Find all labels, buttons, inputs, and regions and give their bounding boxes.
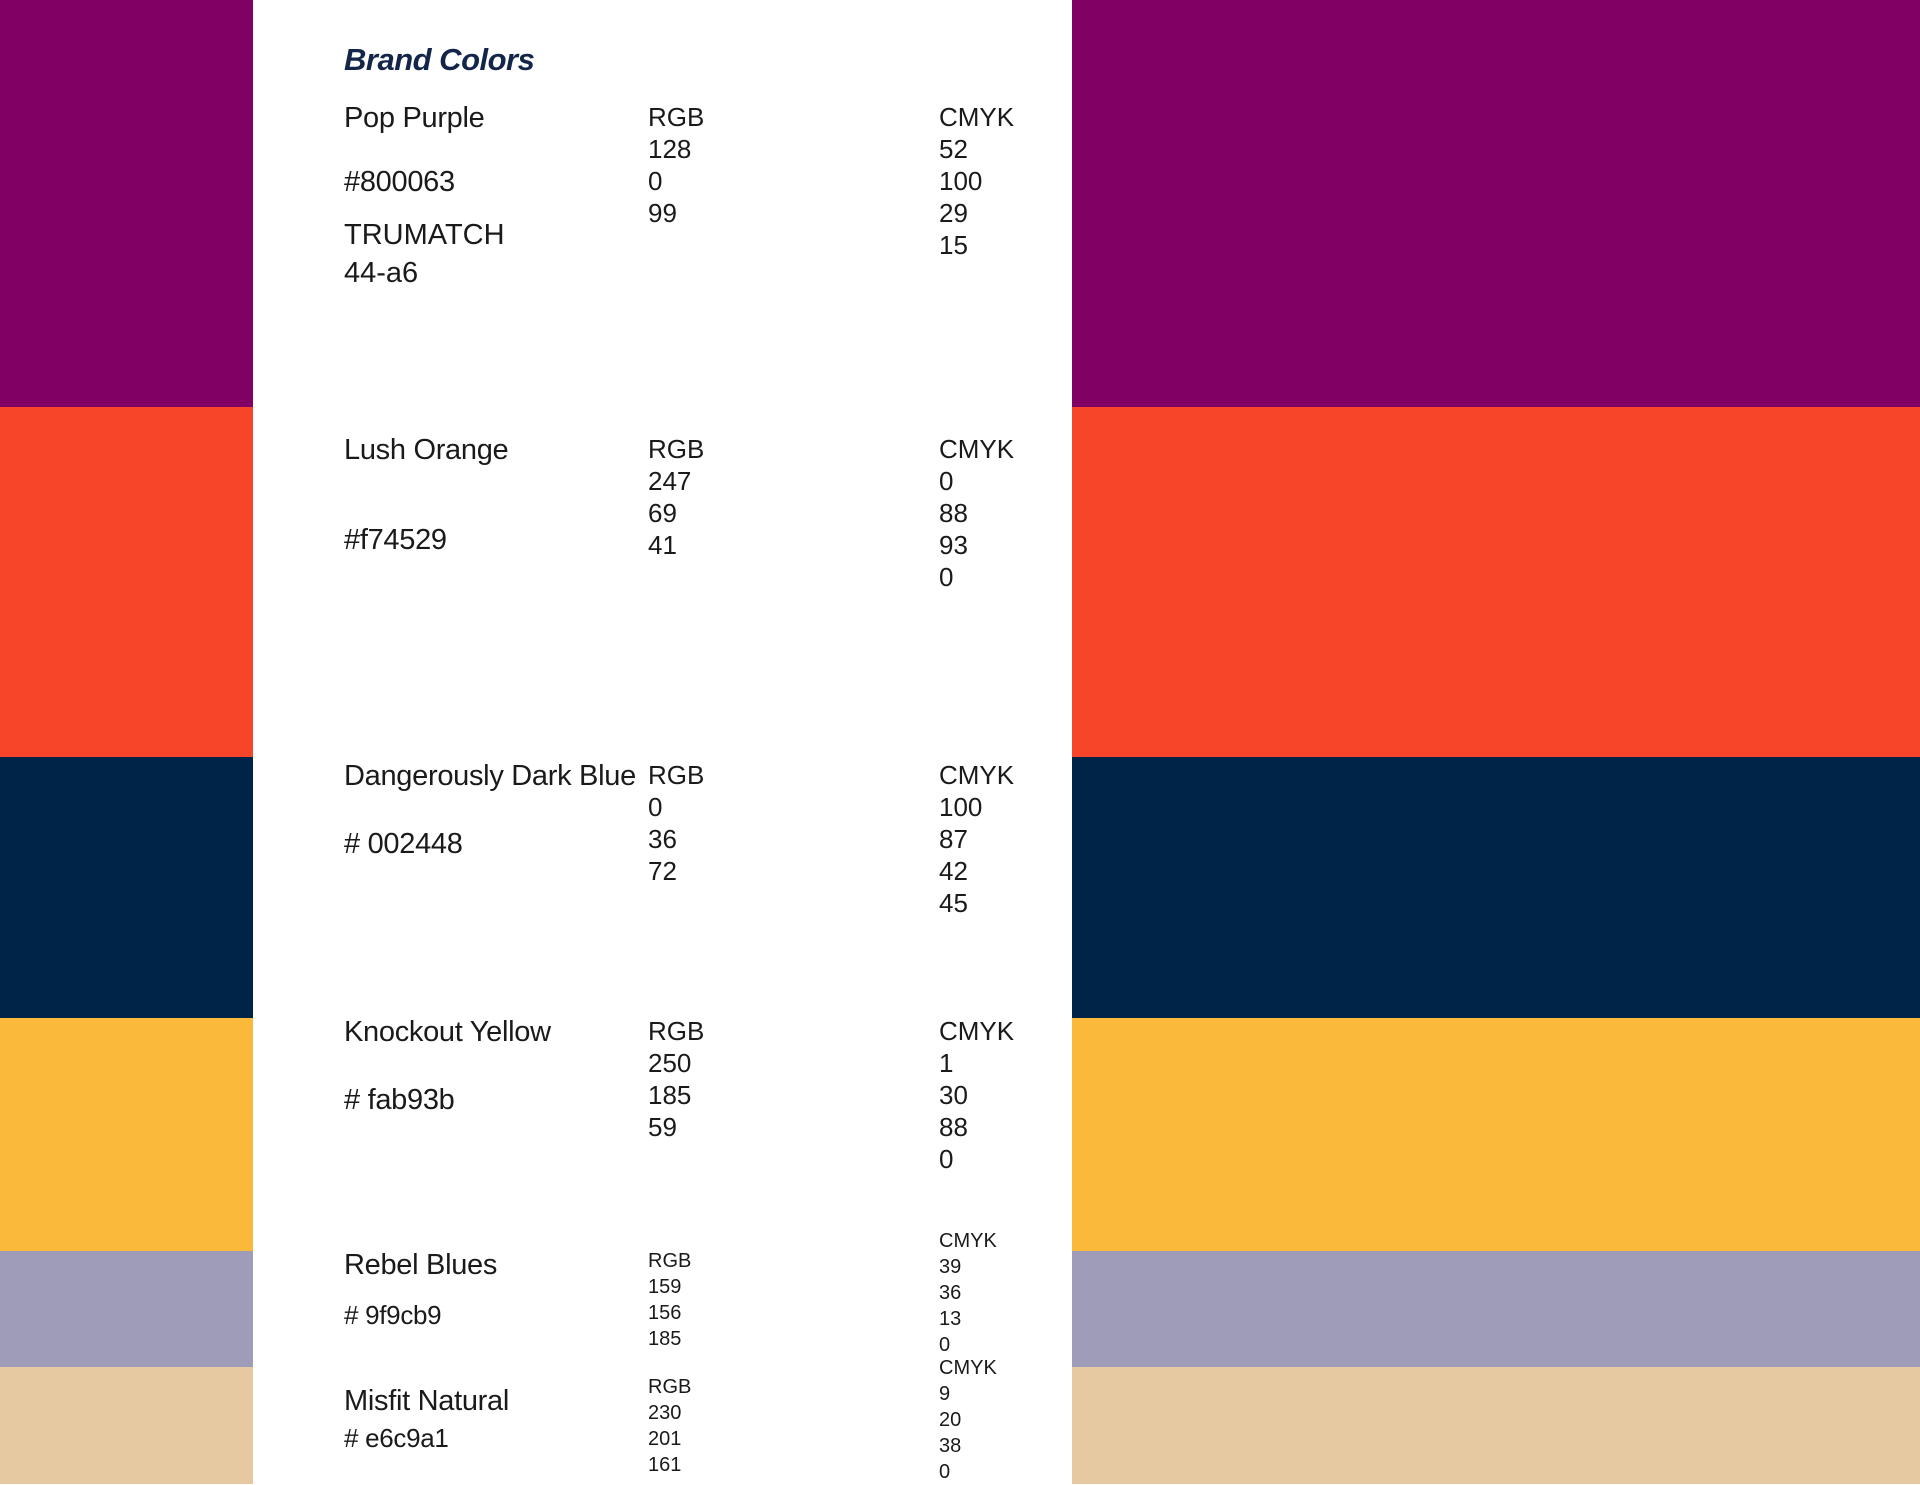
cmyk-label: CMYK	[939, 1016, 1015, 1046]
color-name: Misfit Natural	[344, 1385, 509, 1417]
cmyk-label: CMYK	[939, 102, 1015, 132]
rgb-label: RGB	[648, 760, 705, 790]
rgb-b: 72	[648, 856, 677, 886]
color-trumatch	[344, 216, 505, 292]
rgb-values	[648, 1374, 691, 1478]
cmyk-label: CMYK	[939, 1230, 997, 1252]
rgb-r: 247	[648, 466, 692, 496]
rgb-r: 159	[648, 1276, 682, 1298]
rgb-r: 250	[648, 1048, 692, 1078]
cmyk-y: 88	[939, 1112, 968, 1142]
color-hex: # 9f9cb9	[344, 1300, 442, 1330]
rgb-g: 201	[648, 1428, 682, 1450]
cmyk-k: 0	[939, 1461, 951, 1483]
color-hex: # 002448	[344, 828, 463, 860]
cmyk-label: CMYK	[939, 760, 1015, 790]
cmyk-y: 29	[939, 198, 968, 228]
rgb-label: RGB	[648, 102, 705, 132]
color-name: Rebel Blues	[344, 1249, 498, 1281]
rgb-label: RGB	[648, 434, 705, 464]
color-name: Lush Orange	[344, 434, 509, 466]
cmyk-k: 0	[939, 1334, 951, 1356]
cmyk-values	[939, 1228, 997, 1358]
rgb-label: RGB	[648, 1016, 705, 1046]
color-hex: # fab93b	[344, 1084, 455, 1116]
cmyk-m: 100	[939, 166, 983, 196]
rgb-g: 185	[648, 1080, 692, 1110]
cmyk-c: 1	[939, 1048, 954, 1078]
rgb-label: RGB	[648, 1376, 692, 1398]
color-name: Pop Purple	[344, 102, 485, 134]
cmyk-c: 100	[939, 792, 983, 822]
rgb-b: 59	[648, 1112, 677, 1142]
rgb-values	[648, 101, 704, 229]
rgb-b: 185	[648, 1328, 682, 1350]
color-hex: # e6c9a1	[344, 1423, 449, 1453]
color-hex: #f74529	[344, 524, 447, 556]
rgb-values	[648, 433, 704, 561]
cmyk-values	[939, 759, 1014, 919]
cmyk-m: 30	[939, 1080, 968, 1110]
cmyk-values	[939, 1015, 1014, 1175]
rgb-r: 230	[648, 1402, 682, 1424]
cmyk-m: 36	[939, 1282, 962, 1304]
color-name: Knockout Yellow	[344, 1016, 551, 1048]
rgb-g: 156	[648, 1302, 682, 1324]
trumatch-code: 44-a6	[344, 257, 419, 289]
cmyk-label: CMYK	[939, 434, 1015, 464]
cmyk-y: 93	[939, 530, 968, 560]
cmyk-k: 0	[939, 562, 954, 592]
page-title: Brand Colors	[344, 42, 535, 77]
cmyk-k: 15	[939, 230, 968, 260]
trumatch-label: TRUMATCH	[344, 219, 505, 251]
cmyk-y: 38	[939, 1435, 962, 1457]
rgb-r: 128	[648, 134, 692, 164]
cmyk-values	[939, 101, 1014, 261]
cmyk-m: 20	[939, 1409, 962, 1431]
rgb-b: 99	[648, 198, 677, 228]
cmyk-c: 0	[939, 466, 954, 496]
cmyk-m: 87	[939, 824, 968, 854]
cmyk-label: CMYK	[939, 1357, 997, 1379]
rgb-values	[648, 1248, 691, 1352]
rgb-g: 69	[648, 498, 677, 528]
cmyk-values	[939, 433, 1014, 593]
cmyk-c: 39	[939, 1256, 962, 1278]
rgb-g: 0	[648, 166, 663, 196]
cmyk-c: 52	[939, 134, 968, 164]
cmyk-values	[939, 1355, 997, 1485]
cmyk-y: 42	[939, 856, 968, 886]
color-name: Dangerously Dark Blue	[344, 760, 636, 792]
rgb-values	[648, 759, 704, 887]
cmyk-k: 0	[939, 1144, 954, 1174]
rgb-g: 36	[648, 824, 677, 854]
color-hex: #800063	[344, 166, 455, 198]
rgb-label: RGB	[648, 1250, 692, 1272]
rgb-b: 161	[648, 1454, 682, 1476]
cmyk-y: 13	[939, 1308, 962, 1330]
cmyk-m: 88	[939, 498, 968, 528]
rgb-values	[648, 1015, 704, 1143]
rgb-r: 0	[648, 792, 663, 822]
cmyk-c: 9	[939, 1383, 951, 1405]
cmyk-k: 45	[939, 888, 968, 918]
rgb-b: 41	[648, 530, 677, 560]
